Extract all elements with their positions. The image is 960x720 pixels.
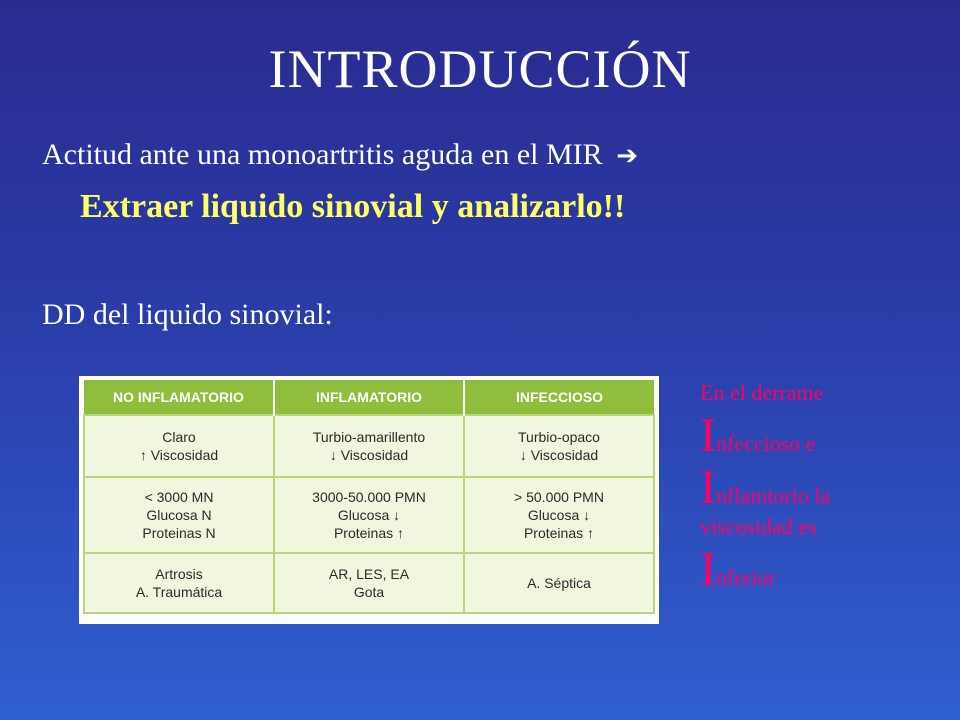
synovial-fluid-table (83, 380, 655, 614)
note-drop-cap: I (700, 543, 716, 596)
cell-line: A. Traumática (135, 584, 223, 600)
cell-line: ↑ Viscosidad (139, 447, 219, 463)
table-row (84, 553, 654, 613)
intro-line (42, 138, 638, 172)
note-line: En el derrame (700, 380, 824, 405)
note-drop-cap: I (700, 461, 716, 514)
cell-line: ↓ Viscosidad (329, 447, 409, 463)
cell-line: Proteinas ↑ (333, 525, 405, 541)
cell-line: Turbio-amarillento (312, 429, 426, 445)
table-row (84, 415, 654, 477)
cell-line: Glucosa ↓ (527, 507, 591, 523)
cell-line: Proteinas ↑ (523, 525, 595, 541)
cell-line: Turbio-opaco (518, 429, 600, 445)
table-cell (84, 553, 274, 613)
cell-line: A. Séptica (527, 575, 591, 591)
note-line (700, 461, 950, 514)
cell-line: 3000-50.000 PMN (312, 489, 426, 505)
table-row (84, 477, 654, 553)
header-inflamatorio: INFLAMATORIO (274, 380, 464, 415)
note-line (700, 543, 950, 596)
cell-line: AR, LES, EA (328, 566, 410, 582)
table-cell (464, 553, 654, 613)
cell-line: Glucosa N (146, 507, 212, 523)
cell-line: > 50.000 PMN (514, 489, 604, 505)
table-cell (464, 477, 654, 553)
intro-text: Actitud ante una monoartritis aguda en el MIR (42, 138, 603, 171)
table-header-row (84, 380, 654, 415)
table-cell (84, 415, 274, 477)
cell-line: Gota (353, 584, 385, 600)
cell-line: ↓ Viscosidad (519, 447, 599, 463)
note-line: viscosidad es (700, 514, 817, 539)
table-cell (464, 415, 654, 477)
table-cell (274, 553, 464, 613)
note-text: nferior (715, 565, 776, 590)
cell-line: Claro (162, 429, 196, 445)
note-drop-cap: I (700, 409, 716, 462)
highlight-text: Extraer liquido sinovial y analizarlo!! (80, 188, 626, 225)
table-cell (274, 415, 464, 477)
cell-line: Glucosa ↓ (337, 507, 401, 523)
table-cell (274, 477, 464, 553)
viscosity-note (700, 378, 950, 594)
table-cell (84, 477, 274, 553)
note-line (700, 409, 950, 462)
header-infeccioso: INFECCIOSO (464, 380, 654, 415)
cell-line: Artrosis (155, 566, 203, 582)
synovial-fluid-table-image (79, 376, 659, 624)
right-arrow-icon: ➔ (616, 141, 638, 171)
note-text: nflamtorio la (715, 483, 831, 508)
dd-label: DD del liquido sinovial: (42, 298, 333, 331)
slide-title: INTRODUCCIÓN (268, 39, 692, 99)
header-no-inflamatorio: NO INFLAMATORIO (84, 380, 274, 415)
note-text: nfeccioso e (715, 431, 816, 456)
cell-line: Proteinas N (142, 525, 216, 541)
cell-line: < 3000 MN (144, 489, 214, 505)
